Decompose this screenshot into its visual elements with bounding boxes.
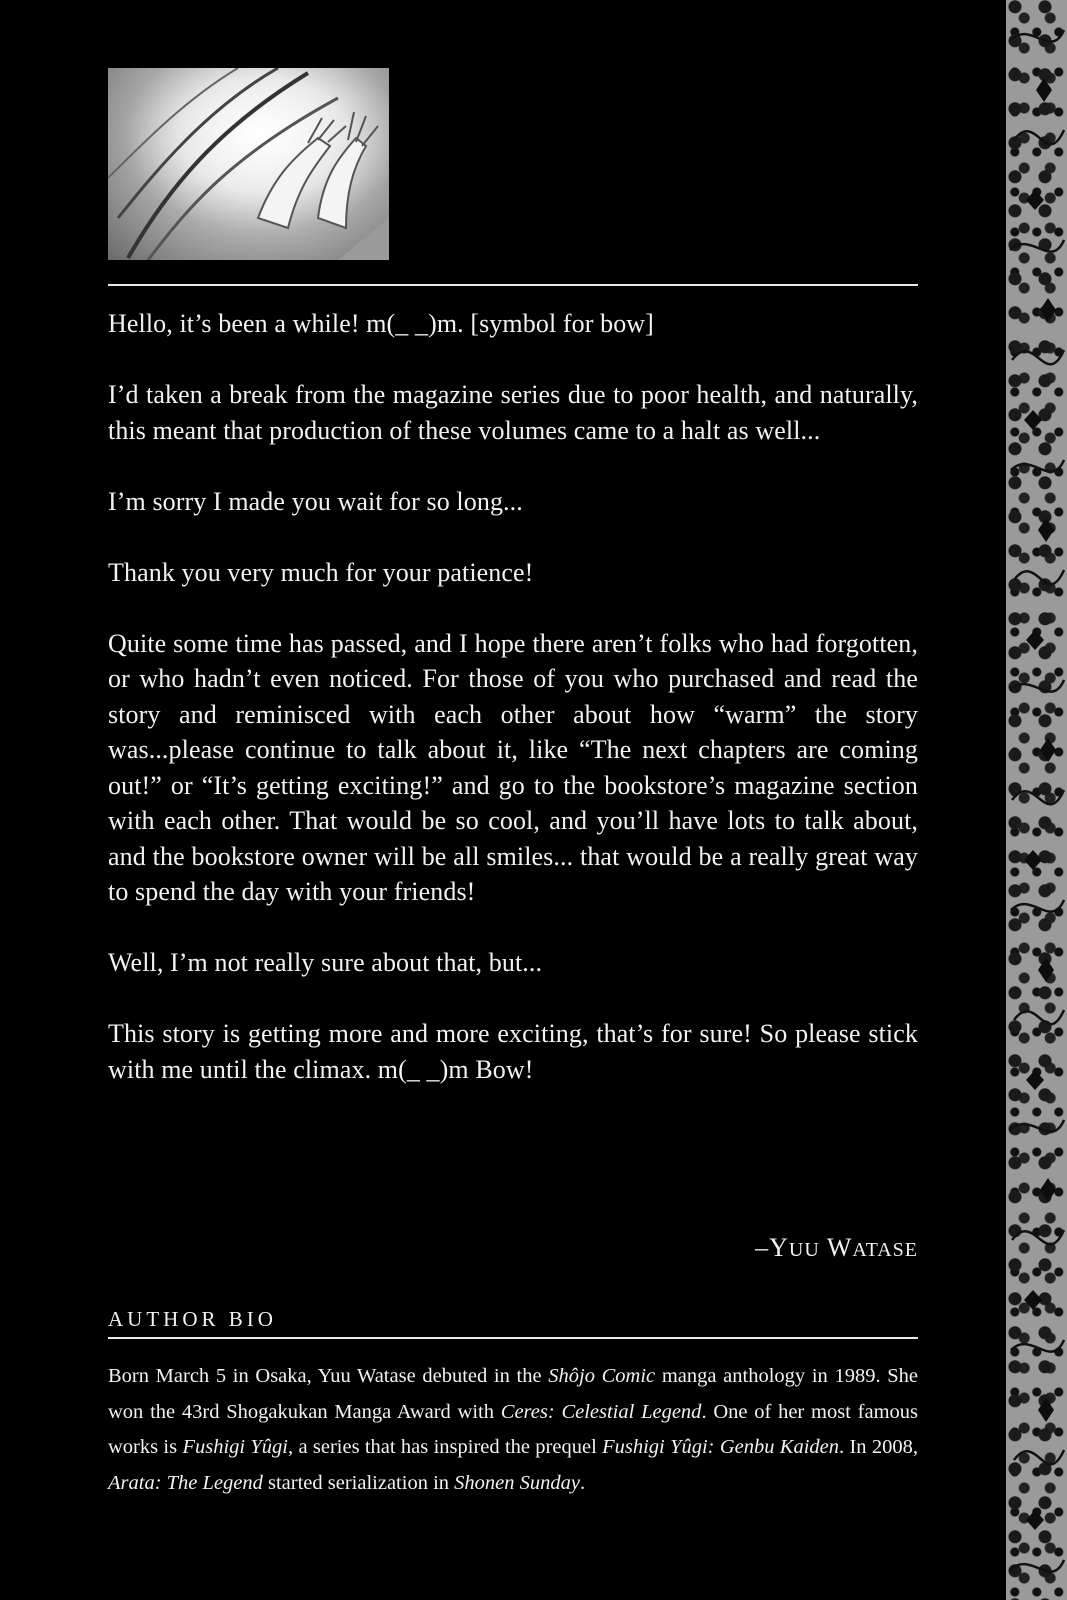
bio-text: started serialization in (262, 1471, 455, 1494)
floral-pattern-icon (1006, 0, 1067, 1600)
bio-title: Arata: The Legend (108, 1471, 263, 1494)
bio-text: manga anthology in 1989. She won the 43rd Shogakukan Manga Award with (108, 1365, 918, 1423)
letter-paragraph: Quite some time has passed, and I hope there aren’t folks who had forgotten, or who hadn’t even noticed. For those of you who purchased and read the story and reminisced with each other about how “warm” the story was...please continue to talk about it, like “The next chapters are coming out!” or “It’s getting exciting!” and go to the bookstore’s magazine section with each other. That would be so cool, and you’ll have lots to talk about, and the bookstore owner will be all smiles... that would be a really great way to spend the day with your friends! (108, 628, 918, 906)
bio-title: Shôjo Comic (548, 1365, 656, 1387)
top-divider (108, 284, 918, 286)
bio-divider (108, 1337, 918, 1339)
author-bio (108, 1359, 918, 1501)
letter-paragraph: I’m sorry I made you wait for so long... (108, 486, 523, 516)
bio-title: Shonen Sunday (454, 1471, 580, 1494)
signature-dash: – (755, 1233, 770, 1262)
bio-text: , a series that has inspired the prequel (288, 1436, 603, 1459)
letter-paragraph: Thank you very much for your patience! (108, 557, 534, 587)
letter-paragraph: This story is getting more and more exciting, that’s for sure! So please stick with me until the climax. m(_ _)m Bow! (108, 1019, 918, 1084)
letter-paragraph: Well, I’m not really sure about that, but... (108, 948, 543, 977)
signature-last-rest: ATASE (852, 1239, 918, 1261)
letter-paragraph: I’d taken a break from the magazine series due to poor health, and naturally, this meant that production of these volumes came to a halt as well... (108, 380, 918, 445)
author-letter (108, 306, 918, 1123)
hands-illustration-icon (108, 68, 389, 260)
signature (108, 1233, 918, 1263)
bio-text: . One of her most famous works is (108, 1400, 919, 1459)
bio-title: Fushigi Yûgi (182, 1436, 288, 1459)
floral-border-strip (1006, 0, 1067, 1600)
author-bio-heading: AUTHOR BIO (108, 1307, 277, 1331)
letter-paragraph: Hello, it’s been a while! m(_ _)m. [symbol for bow] (108, 309, 654, 338)
bio-title: Ceres: Celestial Legend (500, 1400, 702, 1423)
signature-last-initial: W (826, 1233, 853, 1262)
hands-light-illustration (108, 68, 389, 260)
bio-text: . (579, 1471, 586, 1494)
bio-text: Born March 5 in Osaka, Yuu Watase debuted in the (108, 1365, 549, 1387)
signature-first-initial: Y (769, 1233, 789, 1262)
bio-text: . In 2008, (839, 1436, 918, 1459)
bio-title: Fushigi Yûgi: Genbu Kaiden (602, 1436, 840, 1459)
signature-first-rest: UU (788, 1239, 820, 1261)
